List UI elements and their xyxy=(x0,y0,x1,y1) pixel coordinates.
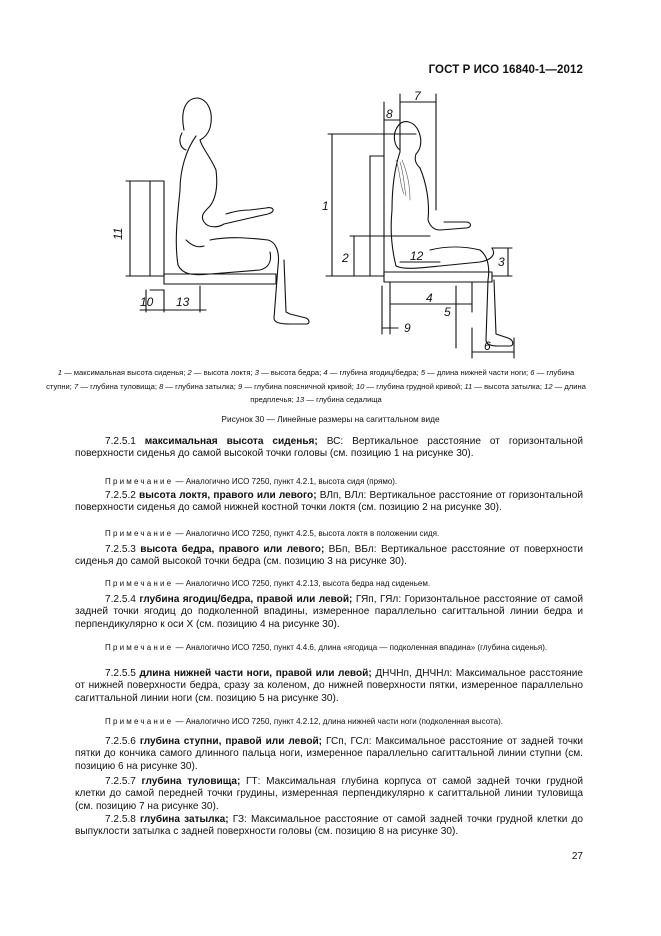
section-abbreviation: ГЯп, ГЯл: xyxy=(355,594,402,605)
section-term: длина нижней части ноги, правой или левой; xyxy=(139,668,372,679)
legend-text: длина предплечья; xyxy=(250,381,586,404)
section-abbreviation: ГТ: xyxy=(246,776,261,787)
section-text: Максимальное расстояние от самой задней точки грудной клетки до выпуклости затылка с задней поверхности головы (см. позицию 8 на рисунке 30). xyxy=(75,814,583,838)
section-text: Максимальное расстояние от задней точки пятки до кончика самого длинного пальца ноги, измеренное параллельно сагиттальной линии ступни (см. позицию 6 на рисунке 30). xyxy=(75,736,584,772)
legend-number: 3 xyxy=(254,368,259,377)
legend-text: максимальная высота сиденья; xyxy=(73,368,186,377)
section-term: глубина затылка; xyxy=(139,814,229,825)
section-number: 7.2.5.7 xyxy=(105,776,136,787)
section-text: Вертикальное расстояние от горизонтальной поверхности сиденья до самой высокой точки головы (см. позицию 1 на рисунке 30). xyxy=(75,436,583,460)
section-text: Максимальная глубина корпуса от самой задней точки грудной клетки до самой передней точки грудины, измеренная перпендикулярно к сагиттальной линии туловища (см. позицию 7 на рисунке 30). xyxy=(75,776,584,812)
label-13: 13 xyxy=(176,295,190,309)
legend-number: 12 xyxy=(544,381,553,391)
legend-item: 2 — высота локтя; xyxy=(187,368,253,377)
label-12: 12 xyxy=(410,249,424,263)
legend-number: 7 xyxy=(74,381,79,391)
left-human-back xyxy=(176,136,270,275)
section-number: 7.2.5.5 xyxy=(105,668,136,679)
section-note xyxy=(75,528,583,540)
section-paragraph xyxy=(75,668,583,705)
section-note xyxy=(75,476,583,488)
right-human-arm xyxy=(420,168,471,230)
section-text: Горизонтальное расстояние от самой задней точки ягодиц до подколенной впадины, измеренное параллельно сагиттальной линии бедра и перпендикулярно к оси X (см. позицию 4 на рисунке 30). xyxy=(75,594,583,630)
left-human-leg xyxy=(210,238,309,324)
legend-item: 6 — глубина ступни; xyxy=(46,368,575,391)
section-number: 7.2.5.1 xyxy=(105,436,136,447)
note-label: Примечание xyxy=(105,529,174,538)
legend-item: 4 — глубина ягодиц/бедра; xyxy=(323,368,419,377)
legend-item: 13 — глубина седалища xyxy=(295,395,382,404)
section-paragraph xyxy=(75,736,583,773)
legend-item: 3 — высота бедра; xyxy=(254,368,322,377)
section-abbreviation: ВС: xyxy=(326,436,344,447)
legend-number: 8 xyxy=(159,381,164,391)
note-text: — Аналогично ИСО 7250, пункт 4.2.12, длина нижней части ноги (подколенная высота). xyxy=(175,717,503,726)
right-backrest xyxy=(370,156,384,276)
note-label: Примечание xyxy=(105,477,174,486)
figure-caption: Рисунок 30 — Линейные размеры на сагиттальном виде xyxy=(221,414,440,424)
section-abbreviation: ВЛп, ВЛл: xyxy=(319,490,367,501)
section-paragraph xyxy=(75,544,583,569)
note-text: — Аналогично ИСО 7250, пункт 4.2.5, высота локтя в положении сидя. xyxy=(175,529,440,538)
legend-number: 13 xyxy=(295,395,305,404)
note-label: Примечание xyxy=(105,579,174,588)
section-term: высота локтя, правого или левого; xyxy=(139,490,317,501)
section-number: 7.2.5.6 xyxy=(105,736,136,747)
label-7: 7 xyxy=(414,90,421,103)
left-seat xyxy=(164,274,276,284)
legend-item: 1 — максимальная высота сиденья; xyxy=(57,368,186,377)
note-text: — Аналогично ИСО 7250, пункт 4.4.6, длина «ягодица — подколенная впадина» (глубина сиденья). xyxy=(175,643,548,652)
legend-text: высота локтя; xyxy=(203,368,253,377)
document-header: ГОСТ Р ИСО 16840-1—2012 xyxy=(428,64,583,76)
legend-number: 2 xyxy=(187,368,192,377)
legend-item: 11 — высота затылка; xyxy=(464,381,542,391)
section-abbreviation: ДНЧНп, ДНЧНл: xyxy=(375,668,453,679)
section-abbreviation: ВБп, ВБл: xyxy=(328,544,377,555)
label-1: 1 xyxy=(322,199,329,213)
section-paragraph xyxy=(75,814,583,839)
section-term: высота бедра, правого или левого; xyxy=(140,544,325,555)
section-number: 7.2.5.3 xyxy=(105,544,136,555)
legend-number: 9 xyxy=(238,381,243,391)
label-11: 11 xyxy=(111,227,125,240)
legend-item: 5 — длина нижней части ноги; xyxy=(420,368,529,377)
section-paragraph xyxy=(75,776,583,813)
label-9: 9 xyxy=(404,321,411,335)
section-abbreviation: ГЗ: xyxy=(232,814,247,825)
legend-text: глубина затылка; xyxy=(175,381,236,391)
legend-number: 6 xyxy=(530,368,535,377)
section-term: глубина ягодиц/бедра, правой или левой; xyxy=(139,594,353,605)
legend-text: глубина седалища xyxy=(316,395,382,404)
section-term: глубина туловища; xyxy=(141,776,241,787)
legend-number: 11 xyxy=(464,381,473,391)
section-paragraph xyxy=(75,594,583,631)
legend-number: 1 xyxy=(57,368,62,377)
legend-item: 10 — глубина грудной кривой; xyxy=(355,381,463,391)
label-8: 8 xyxy=(386,107,393,121)
legend-number: 4 xyxy=(323,368,328,377)
legend-item: 12 — длина предплечья; xyxy=(250,381,586,404)
legend-number: 10 xyxy=(355,381,365,391)
section-paragraph xyxy=(75,490,583,515)
figure-legend xyxy=(46,366,586,407)
section-text: Вертикальное расстояние от горизонтальной поверхности сиденья до самой нижней костной точки локтя (см. позицию 2 на рисунке 30). xyxy=(75,490,583,514)
left-backrest xyxy=(150,181,164,276)
section-paragraph xyxy=(75,436,583,461)
legend-item: 9 — глубина поясничной кривой; xyxy=(238,381,354,391)
section-term: максимальная высота сиденья; xyxy=(144,436,318,447)
section-text: Вертикальное расстояние от поверхности сиденья до самой высокой точки бедра (см. позицию 3 на рисунке 30). xyxy=(75,544,583,568)
right-human-head xyxy=(394,122,420,168)
section-note xyxy=(75,578,583,590)
note-text: — Аналогично ИСО 7250, пункт 4.2.13, высота бедра над сиденьем. xyxy=(175,579,431,588)
label-4: 4 xyxy=(426,291,433,305)
label-2: 2 xyxy=(342,251,349,265)
section-number: 7.2.5.8 xyxy=(105,814,136,825)
label-3: 3 xyxy=(498,255,505,269)
section-note xyxy=(75,642,583,654)
left-human-head xyxy=(183,98,211,140)
legend-item: 7 — глубина туловища; xyxy=(74,381,157,391)
section-number: 7.2.5.4 xyxy=(105,594,136,605)
label-5: 5 xyxy=(444,305,451,319)
legend-text: глубина туловища; xyxy=(90,381,157,391)
legend-text: высота бедра; xyxy=(270,368,322,377)
right-seat xyxy=(384,272,492,282)
legend-text: высота затылка; xyxy=(484,381,542,391)
legend-text: глубина ступни; xyxy=(46,368,575,391)
figure-30-diagram xyxy=(100,90,520,360)
legend-item: 8 — глубина затылка; xyxy=(159,381,236,391)
note-label: Примечание xyxy=(105,643,174,652)
note-label: Примечание xyxy=(105,717,174,726)
section-note xyxy=(75,716,583,728)
legend-text: глубина поясничной кривой; xyxy=(254,381,354,391)
section-text: Максимальное расстояние от нижней поверхности бедра, сразу за коленом, до нижней поверхности пятки, измеренное параллельно сагиттальной линии ноги (см. позицию 5 на рисунке 30). xyxy=(75,668,584,704)
legend-text: длина нижней части ноги; xyxy=(436,368,529,377)
page-number: 27 xyxy=(571,851,583,862)
note-text: — Аналогично ИСО 7250, пункт 4.2.1, высота сидя (прямо). xyxy=(175,477,398,486)
label-6: 6 xyxy=(484,339,491,353)
section-abbreviation: ГСп, ГСл: xyxy=(326,736,372,747)
legend-text: глубина ягодиц/бедра; xyxy=(339,368,419,377)
legend-text: глубина грудной кривой; xyxy=(376,381,463,391)
section-number: 7.2.5.2 xyxy=(105,490,136,501)
right-human-back xyxy=(391,152,493,268)
left-human-arm xyxy=(200,140,273,227)
legend-number: 5 xyxy=(420,368,426,377)
section-term: глубина ступни, правой или левой; xyxy=(139,736,323,747)
label-10: 10 xyxy=(140,295,154,309)
